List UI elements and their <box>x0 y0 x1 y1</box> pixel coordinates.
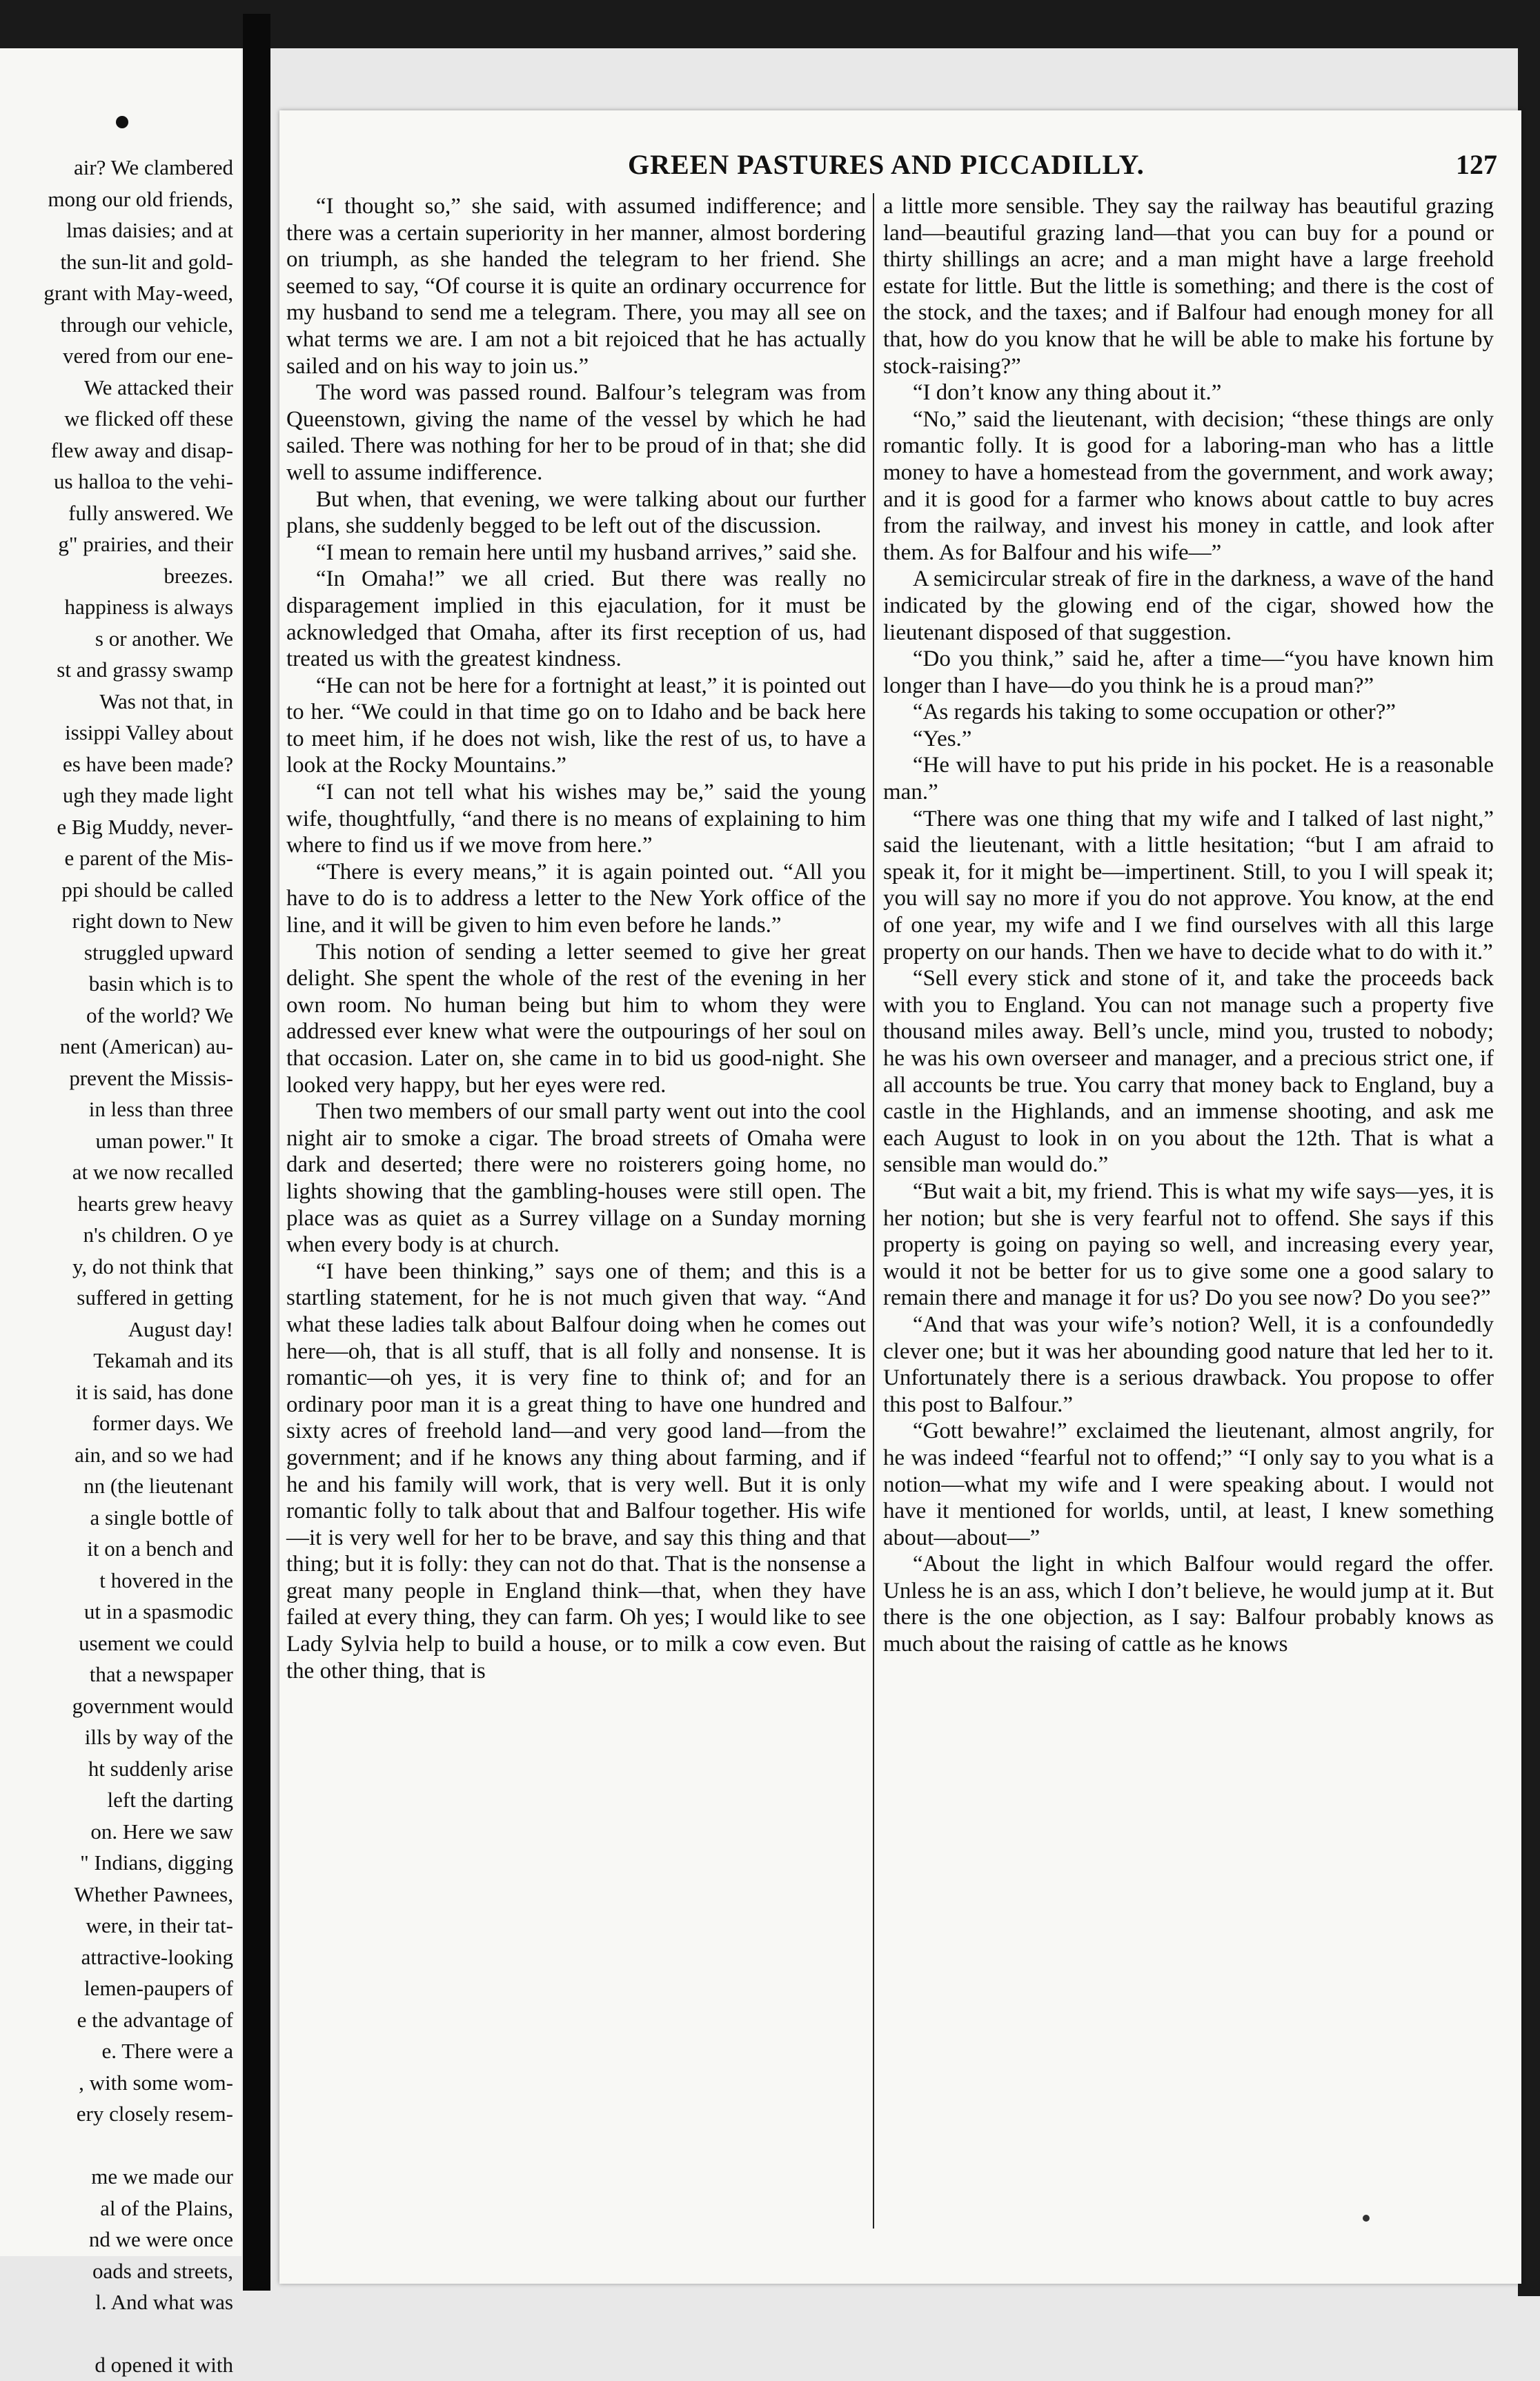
facing-page-line: vered from our ene- <box>62 344 233 368</box>
facing-page-line: it is said, has done <box>75 1379 233 1404</box>
facing-page-line: g" prairies, and their <box>58 532 233 556</box>
paragraph: “There is every means,” it is again pointed out. “All you have to do is to address a letter to the New York office of the line, and it will be given to him even before he lands.” <box>286 859 866 938</box>
facing-page-line: oads and streets, <box>92 2258 233 2283</box>
facing-page-line: e Big Muddy, never- <box>57 814 233 839</box>
facing-page-line: ain, and so we had <box>75 1442 233 1467</box>
text-column-left <box>286 193 866 1684</box>
facing-page-line: flew away and disap- <box>50 437 233 462</box>
facing-page-line: it on a bench and <box>87 1537 233 1561</box>
facing-page-line: lemen-paupers of <box>83 1976 233 2000</box>
facing-page-line: at we now recalled <box>72 1160 233 1184</box>
book-gutter <box>243 14 270 2291</box>
facing-page-left <box>0 48 241 2377</box>
paragraph: “In Omaha!” we all cried. But there was really no disparagement implied in this ejaculation, for it must be acknowledged that Omaha, after its first reception of us, had treated us with the greatest kindness. <box>286 566 866 672</box>
paragraph: “About the light in which Balfour would regard the offer. Unless he is an ass, which I don’t believe, he would jump at it. But there is the one objection, as I say: Balfour probably knows as much about the raising of cattle as he knows <box>883 1552 1494 1657</box>
facing-page-line: Whether Pawnees, <box>74 1881 233 1906</box>
facing-page-line: a single bottle of <box>90 1505 233 1530</box>
facing-page-line: ut in a spasmodic <box>83 1599 233 1623</box>
paragraph: “No,” said the lieutenant, with decision; “these things are only romantic folly. It is good for a laboring-man who has a little money to have a homestead from the government, and work away; and it is good for a farmer who knows about cattle to buy acres from the railway, and invest his money in cattle, and look after them. As for Balfour and his wife—” <box>883 406 1494 565</box>
paragraph: “But wait a bit, my friend. This is what my wife says—yes, it is her notion; but she is very fearful not to offend. She says if this property is going on paying so well, and increasing every year, would it not be better for us to give some one a good salary to remain there and manage it for us? Do you see now? Do you see?” <box>883 1178 1494 1311</box>
facing-page-line: ht suddenly arise <box>88 1756 233 1781</box>
facing-page-line: prevent the Missis- <box>69 1065 233 1090</box>
facing-page-line: Tekamah and its <box>93 1348 233 1372</box>
facing-page-line: Was not that, in <box>99 689 233 713</box>
facing-page-line: breezes. <box>164 563 233 588</box>
facing-page-line: in less than three <box>88 1097 233 1121</box>
facing-page-line: nn (the lieutenant <box>83 1474 233 1498</box>
paragraph: “Gott bewahre!” exclaimed the lieutenant, almost angrily, for he was indeed “fearful not to offend;” “I only say to you what is a notion—what my wife and I were speaking about. I would not have it mentioned for worlds, until, at least, I knew something about—about—” <box>883 1419 1494 1550</box>
facing-page-line: lmas daisies; and at <box>66 218 233 242</box>
facing-page-line: s or another. We <box>95 626 233 651</box>
facing-page-line: d opened it with <box>95 2353 233 2377</box>
paragraph: But when, that evening, we were talking about our further plans, she suddenly begged to be left out of the discussion. <box>286 486 866 539</box>
facing-page-line: ills by way of the <box>84 1725 233 1749</box>
scan-top-edge <box>0 0 1540 48</box>
facing-page-line: us halloa to the vehi- <box>54 469 233 493</box>
facing-page-line: me we made our <box>91 2164 233 2189</box>
paragraph: “And that was your wife’s notion? Well, it is a confoundedly clever one; but it was her abounding good nature that led her to it. Unfortunately there is a serious drawback. You propose to offer this post to Balfour.” <box>883 1312 1494 1417</box>
facing-page-line: suffered in getting <box>77 1285 233 1310</box>
facing-page-line: , with some wom- <box>79 2070 233 2095</box>
paragraph: “He will have to put his pride in his pocket. He is a reasonable man.” <box>883 753 1494 805</box>
facing-page-line: nent (American) au- <box>59 1034 233 1058</box>
facing-page-line: through our vehicle, <box>60 312 233 337</box>
facing-page-line: on. Here we saw <box>90 1819 233 1844</box>
facing-page-line: the sun-lit and gold- <box>60 249 233 274</box>
paragraph: “I don’t know any thing about it.” <box>912 380 1222 406</box>
facing-page-line: ugh they made light <box>62 783 233 807</box>
facing-page-line: e parent of the Mis- <box>64 846 233 870</box>
paragraph: “Sell every stick and stone of it, and take the proceeds back with you to England. You can not manage such a property five thousand miles away. Bell’s uncle, mind you, trusted to nobody; he was his own overseer and manager, and a precious strict one, if all accounts be true. You carry that money back to England, buy a castle in the Highlands, and an immense shooting, and ask me each August to look in on you about the 12th. That is what a sensible man would do.” <box>883 966 1494 1178</box>
page-127 <box>279 110 1521 2284</box>
paragraph: “I have been thinking,” says one of them; and this is a startling statement, for he is not much given that way. “And what these ladies talk about Balfour doing when he comes out here—oh, that is all stuff, that is all folly and nonsense. It is romantic—oh yes, it is very fine to think of; and for an ordinary poor man it is a great thing to have one hundred and sixty acres of freehold land—and very good land—from the government; and if he knows any thing about farming, and if he and his family will work, that is very well. But it is only romantic folly to talk about that and Balfour together. His wife—it is very well for her to be brave, and say this thing and that thing; but it is folly: they can not do that. That is the nonsense a great many people in England think—that, when they have failed at every thing, they can farm. Oh yes; I would like to see Lady Sylvia help to build a house, or to milk a cow even. But the other thing, that is <box>286 1258 866 1683</box>
facing-page-line: issippi Valley about <box>65 720 233 744</box>
facing-page-line: government would <box>72 1693 233 1718</box>
facing-page-line: l. And what was <box>95 2290 233 2314</box>
facing-page-line: n's children. O ye <box>83 1223 233 1247</box>
page-header <box>279 148 1521 190</box>
facing-page-line <box>0 2318 233 2350</box>
page-number: 127 <box>1456 149 1497 180</box>
facing-page-text <box>0 152 233 2381</box>
facing-page-line: struggled upward <box>83 940 233 965</box>
ink-dot <box>116 116 128 128</box>
facing-page-line: hearts grew heavy <box>77 1191 233 1216</box>
text-column-right <box>883 193 1494 1658</box>
facing-page-line: August day! <box>128 1316 233 1341</box>
facing-page-line: former days. We <box>92 1411 233 1435</box>
facing-page-line: grant with May-weed, <box>43 281 233 305</box>
paragraph: A semicircular streak of fire in the darkness, a wave of the hand indicated by the glowing end of the cigar, showed how the lieutenant disposed of that suggestion. <box>883 566 1494 645</box>
facing-page-line: al of the Plains, <box>100 2195 233 2220</box>
facing-page-line: air? We clambered <box>73 155 233 179</box>
facing-page-line: ppi should be called <box>61 877 233 902</box>
paragraph: “As regards his taking to some occupation or other?” <box>912 700 1396 725</box>
facing-page-line: ery closely resem- <box>76 2102 233 2126</box>
facing-page-line: t hovered in the <box>99 1568 233 1592</box>
paragraph: This notion of sending a letter seemed to give her great delight. She spent the whole of the rest of the evening in her own room. No human being but him to whom they were addressed ever knew what were the outpourings of her soul on that occasion. Later on, she came in to bid us good-night. She looked very happy, but her eyes were red. <box>286 939 866 1098</box>
paragraph: Then two members of our small party went out into the cool night air to smoke a cigar. The broad streets of Omaha were dark and deserted; there were no roisterers going home, no lights showing that the gambling-houses were still open. The place was as quiet as a Surrey village on a Sunday morning when every body is at church. <box>286 1099 866 1258</box>
paragraph: “He can not be here for a fortnight at least,” it is pointed out to her. “We could in that time go on to Idaho and be back here to meet him, if he does not wish, like the rest of us, to have a look at the Rocky Mountains.” <box>286 673 866 778</box>
facing-page-line: es have been made? <box>62 751 233 776</box>
facing-page-line: attractive-looking <box>81 1944 233 1969</box>
facing-page-line: st and grassy swamp <box>57 658 233 682</box>
facing-page-line: of the world? We <box>86 1002 233 1027</box>
paragraph: “I thought so,” she said, with assumed indifference; and there was a certain superiority in her manner, almost bordering on triumph, as she handed the telegram to her friend. She seemed to say, “Of course it is quite an ordinary occurrence for my husband to send me a telegram. There, you may all see on what terms we are. I am not a bit rejoiced that he has actually sailed and on his way to join us.” <box>286 194 866 379</box>
facing-page-line: uman power." It <box>95 1128 233 1153</box>
facing-page-line: " Indians, digging <box>80 1850 233 1875</box>
facing-page-line: usement we could <box>79 1630 233 1655</box>
facing-page-line: happiness is always <box>64 595 233 619</box>
facing-page-line: We attacked their <box>83 375 233 399</box>
facing-page-line: right down to New <box>72 909 233 933</box>
running-head: GREEN PASTURES AND PICCADILLY. <box>628 149 1145 180</box>
facing-page-line: that a newspaper <box>89 1662 233 1686</box>
paragraph: “I mean to remain here until my husband arrives,” said she. <box>315 540 858 565</box>
paragraph: The word was passed round. Balfour’s telegram was from Queenstown, giving the name of the vessel by which he had sailed. There was nothing for her to be proud of in that; she did well to assume indifference. <box>286 380 866 485</box>
facing-page-line: were, in their tat- <box>86 1913 233 1937</box>
facing-page-line: left the darting <box>107 1788 233 1812</box>
facing-page-line: e. There were a <box>101 2039 233 2063</box>
paragraph: “Do you think,” said he, after a time—“you have known him longer than I have—do you think he is a proud man?” <box>883 646 1494 698</box>
facing-page-line: y, do not think that <box>72 1254 233 1278</box>
column-rule <box>873 193 874 2229</box>
facing-page-line: nd we were once <box>88 2227 233 2251</box>
paragraph: a little more sensible. They say the railway has beautiful grazing land—beautiful grazing land—that you can buy for a pound or thirty shillings an acre; and a man might have a large freehold estate for little. But the little is something; and there is the cost of the stock, and the taxes; and if Balfour had enough money for all that, how do you know that he will be able to make his fortune by stock-raising?” <box>883 194 1494 379</box>
paragraph: “I can not tell what his wishes may be,” said the young wife, thoughtfully, “and there is no means of explaining to him where to find us if we move from here.” <box>286 780 866 858</box>
ink-speck <box>1363 2215 1370 2222</box>
facing-page-line: mong our old friends, <box>48 186 233 211</box>
facing-page-line: e the advantage of <box>77 2007 233 2032</box>
paragraph: “There was one thing that my wife and I talked of last night,” said the lieutenant, with a little hesitation; “but I am afraid to speak it, for it might be—impertinent. Still, to you I will speak it; you will say no more if you do not approve. You know, at the end of one year, my wife and I we find ourselves with all this large property on our hands. Then we have to decide what to do with it.” <box>883 806 1494 965</box>
facing-page-line: we flicked off these <box>64 406 233 431</box>
paragraph: “Yes.” <box>912 726 972 751</box>
facing-page-line: fully answered. We <box>68 500 233 525</box>
facing-page-line: basin which is to <box>88 971 233 996</box>
facing-page-line <box>0 2130 233 2162</box>
